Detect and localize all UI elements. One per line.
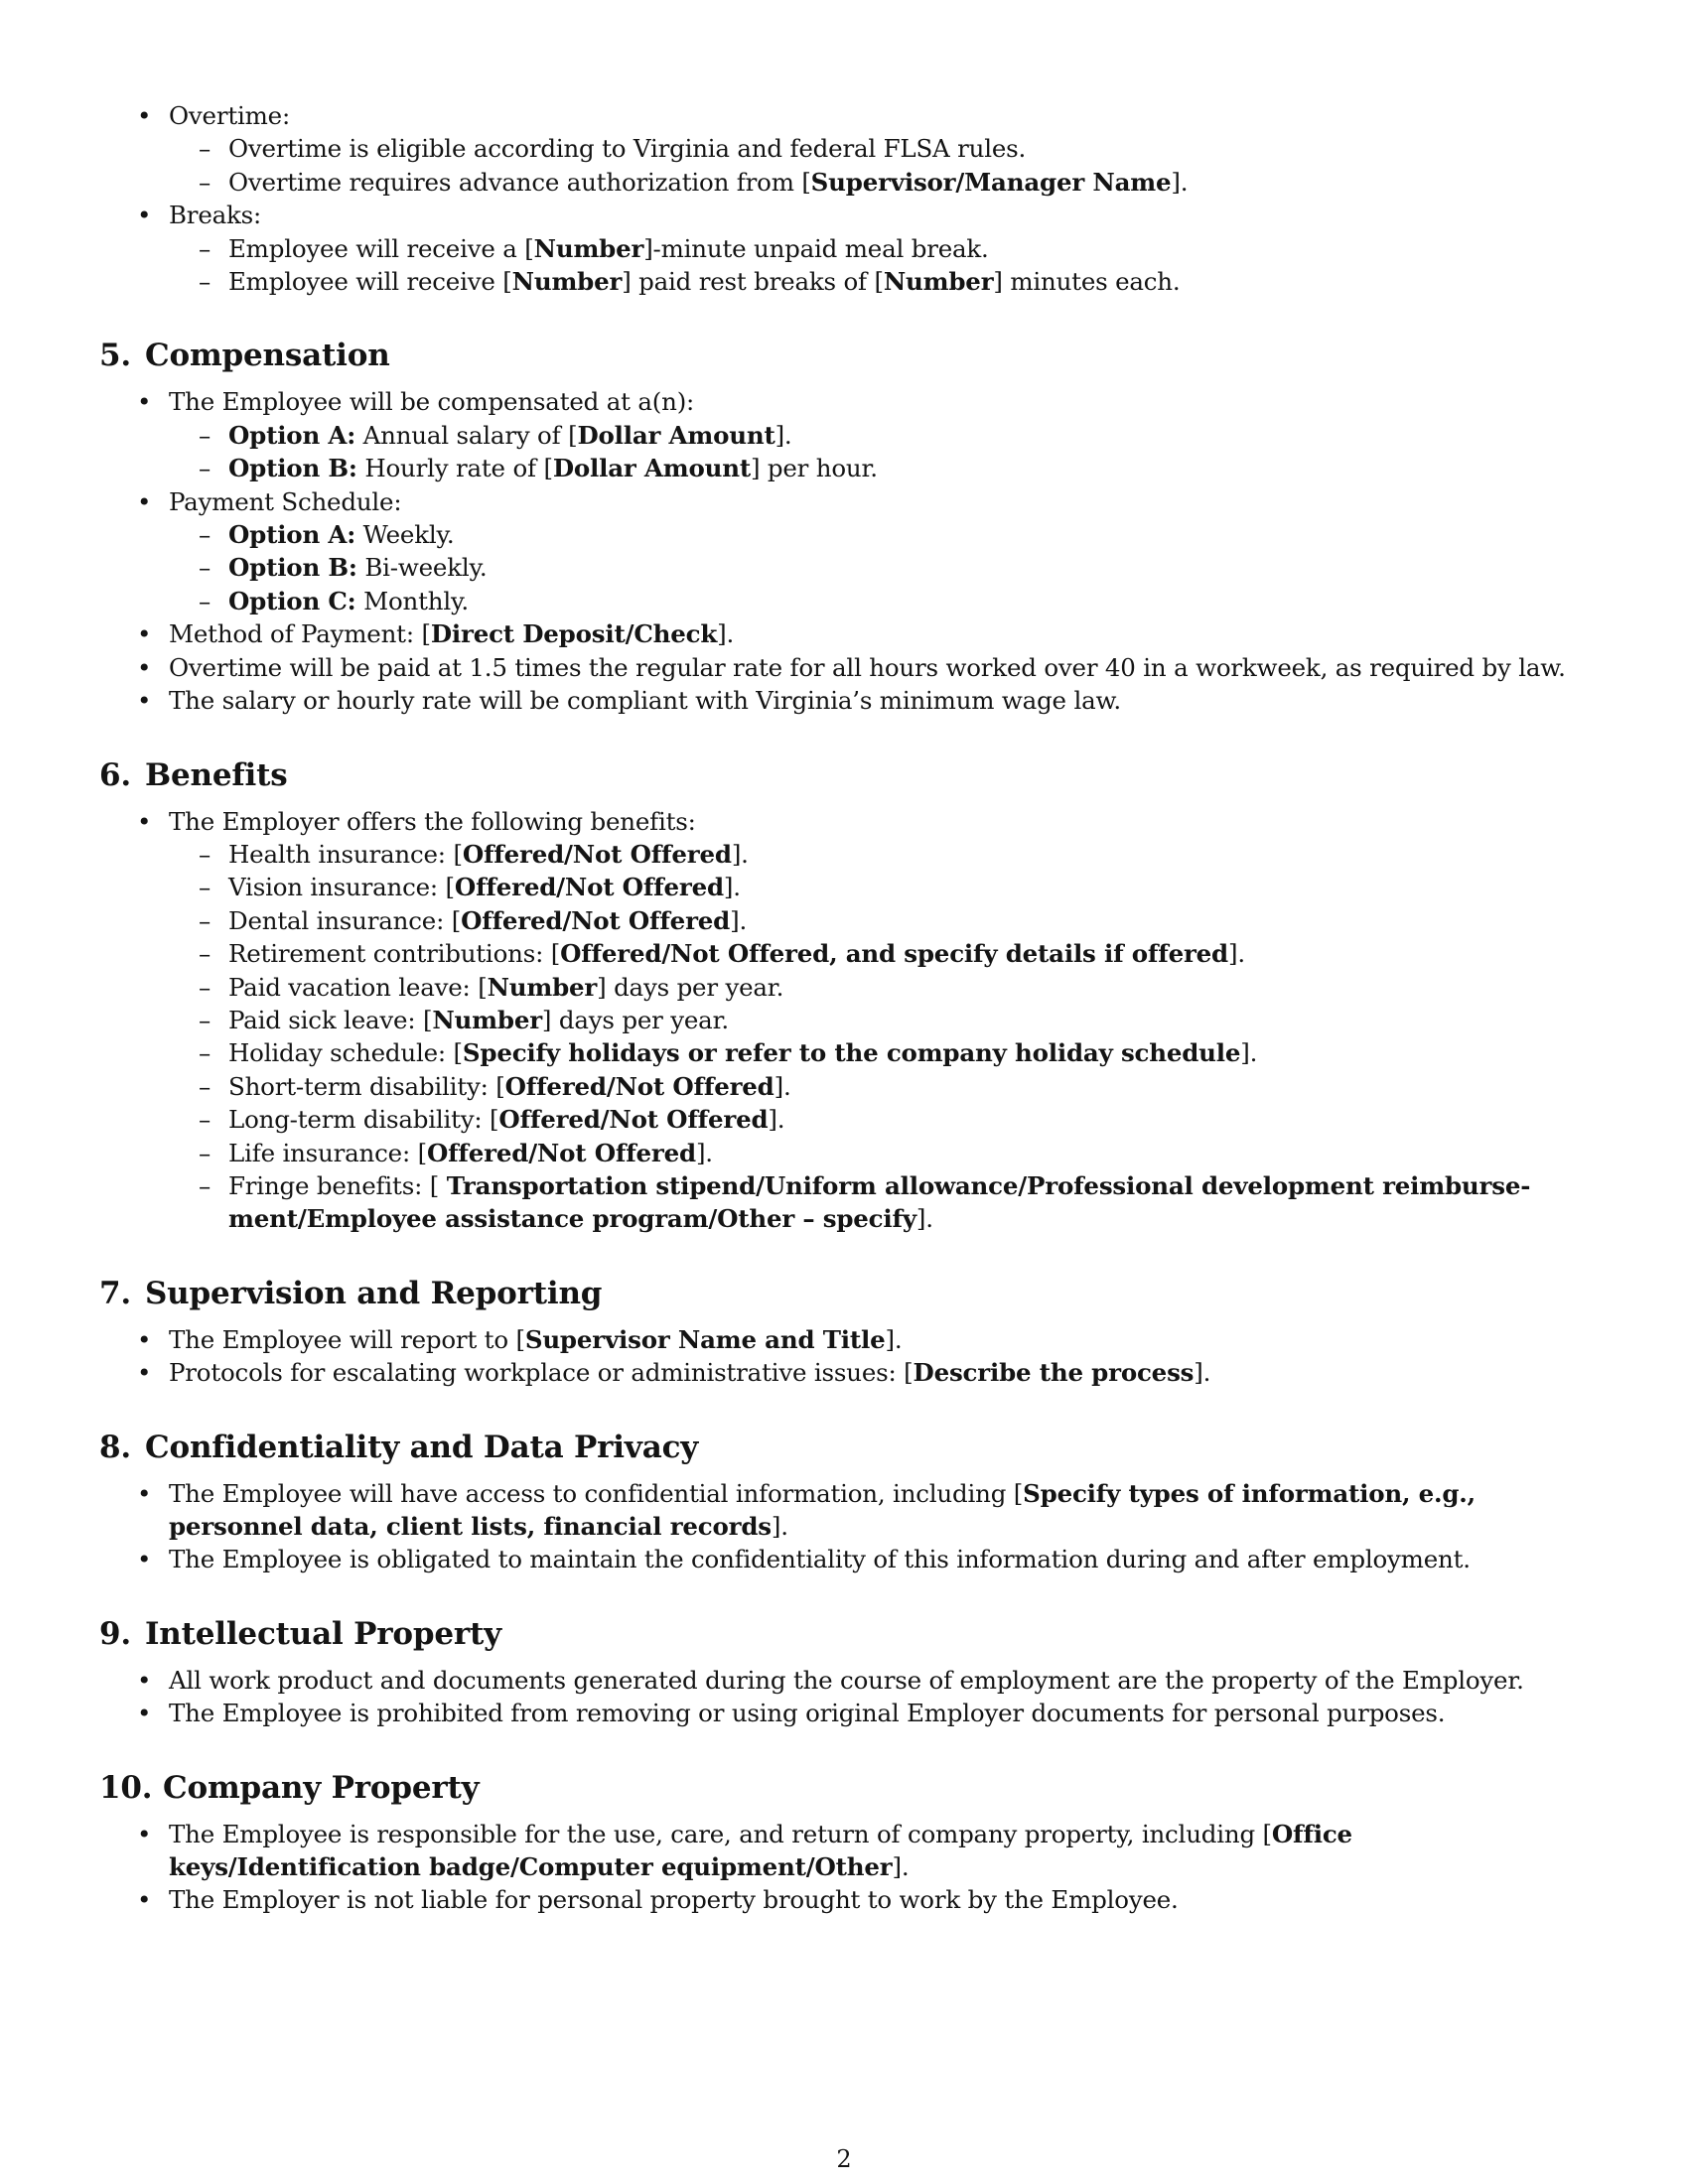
overtime-eligibility: [99, 132, 1589, 165]
escalation-protocols: [99, 1356, 1589, 1389]
payment-method-pre: Method of Payment: [: [169, 619, 431, 649]
benefit-text: Fringe benefits: [: [228, 1170, 440, 1200]
property-care-pre: The Employee is responsible for the use, care, and return of company property, including [: [169, 1819, 1272, 1848]
benefit-item: [99, 871, 1589, 903]
overtime-auth-pre: Overtime requires advance authorization from [: [228, 167, 811, 197]
ip-document-removal: [99, 1697, 1589, 1729]
section-heading-confidentiality: [99, 1428, 1589, 1467]
section-number: 6.: [99, 756, 131, 793]
benefit-placeholder: Offered/Not Offered: [462, 839, 732, 869]
benefit-placeholder: Number: [432, 1005, 542, 1034]
escalation-placeholder: Describe the process: [913, 1358, 1195, 1388]
benefit-text: Life insurance: [: [228, 1138, 427, 1167]
compensation-intro-text: The Employee will be compensated at a(n):: [169, 387, 695, 417]
benefit-item: [99, 904, 1589, 937]
option-label: Option B:: [228, 553, 357, 583]
overtime-auth-post: ].: [1171, 167, 1189, 197]
rest-breaks-count: Number: [511, 267, 623, 297]
benefit-item: [99, 1036, 1589, 1069]
ip-work-product-text: All work product and documents generated during the course of employment are the property of the Employer.: [169, 1665, 1524, 1695]
overtime-pay-text: Overtime will be paid at 1.5 times the regular rate for all hours worked over 40 in a workweek, as required by law.: [169, 652, 1566, 682]
benefit-close: ].: [695, 1138, 713, 1167]
reporting-post: ].: [885, 1324, 903, 1354]
schedule-option-b: [99, 551, 1589, 584]
breaks-label: Breaks:: [169, 201, 262, 230]
rest-breaks: [99, 265, 1589, 298]
benefit-placeholder: Offered/Not Offered: [461, 905, 731, 935]
option-label: Option B:: [228, 454, 357, 483]
minimum-wage: [99, 684, 1589, 717]
fringe-benefits-line-1: [228, 1169, 1589, 1202]
payment-schedule: [99, 485, 1589, 518]
payment-method-placeholder: Direct Deposit/Check: [430, 619, 718, 649]
overtime-authorization: [99, 166, 1589, 199]
benefit-item: [99, 1137, 1589, 1169]
compensation-intro: [99, 385, 1589, 418]
meal-break-pre: Employee will receive a [: [228, 233, 534, 263]
benefit-placeholder: Offered/Not Offered: [426, 1138, 696, 1167]
benefit-text: Vision insurance: [: [228, 873, 455, 902]
ip-document-removal-text: The Employee is prohibited from removing or using original Employer documents for personal purposes.: [169, 1699, 1446, 1728]
benefit-text: Short-term disability: [: [228, 1071, 505, 1101]
benefits-intro-text: The Employer offers the following benefits:: [169, 806, 696, 836]
option-label: Option A:: [228, 520, 356, 550]
option-text: Bi-weekly.: [356, 553, 488, 583]
section-heading-company-property: [99, 1768, 1589, 1808]
property-care-post: ].: [892, 1852, 910, 1882]
option-text: Hourly rate of [: [356, 454, 553, 483]
benefit-close: ].: [915, 1204, 933, 1234]
payment-schedule-label: Payment Schedule:: [169, 486, 402, 516]
benefit-item: [99, 838, 1589, 871]
overtime-auth-placeholder: Supervisor/Manager Name: [810, 167, 1172, 197]
rest-breaks-pre: Employee will receive [: [228, 267, 512, 297]
property-care-placeholder: Office keys/Identification badge/Computer equipment/Other: [169, 1819, 1352, 1882]
section-number: 10.: [99, 1769, 153, 1806]
benefit-item: [99, 937, 1589, 970]
salary-option-a: [99, 419, 1589, 452]
fringe-benefits: [99, 1169, 1589, 1236]
confidentiality-obligation-text: The Employee is obligated to maintain the confidentiality of this information during and after employment.: [169, 1545, 1471, 1574]
option-placeholder: Dollar Amount: [552, 454, 751, 483]
section-heading-benefits: [99, 755, 1589, 795]
benefit-text: Paid vacation leave: [: [228, 972, 488, 1002]
overtime-pay: [99, 651, 1589, 684]
meal-break-post: ]-minute unpaid meal break.: [643, 233, 989, 263]
confidential-access: [99, 1477, 1589, 1544]
confidentiality-obligation: [99, 1543, 1589, 1575]
option-placeholder: Dollar Amount: [577, 420, 775, 450]
benefit-placeholder: Number: [487, 972, 598, 1002]
benefit-placeholder: Offered/Not Offered: [454, 873, 724, 902]
section-heading-intellectual-property: [99, 1614, 1589, 1654]
benefit-item: [99, 1004, 1589, 1036]
payment-method-post: ].: [717, 619, 735, 649]
benefit-placeholder: Offered/Not Offered: [498, 1105, 769, 1135]
benefit-item: [99, 971, 1589, 1004]
option-label: Option C:: [228, 586, 356, 615]
benefit-close: ] days per year.: [597, 972, 784, 1002]
benefit-item: [99, 1103, 1589, 1136]
benefit-close: ].: [768, 1105, 785, 1135]
salary-option-b: [99, 452, 1589, 484]
benefit-close: ].: [730, 905, 748, 935]
meal-break: [99, 232, 1589, 265]
benefit-close: ].: [1240, 1038, 1258, 1068]
benefit-placeholder: Specify holidays or refer to the company holiday schedule: [462, 1038, 1241, 1068]
reporting-placeholder: Supervisor Name and Title: [524, 1324, 886, 1354]
benefit-placeholder: Offered/Not Offered: [504, 1071, 774, 1101]
benefit-text: Dental insurance: [: [228, 905, 462, 935]
section-title: Confidentiality and Data Privacy: [145, 1429, 699, 1465]
benefit-item: [99, 1070, 1589, 1103]
benefit-text: Retirement contributions: [: [228, 939, 561, 969]
fringe-benefits-line-2: [228, 1202, 1589, 1235]
section-title: Company Property: [163, 1769, 480, 1806]
section-number: 8.: [99, 1429, 131, 1465]
option-text: Weekly.: [355, 520, 455, 550]
confidential-access-placeholder: Specify types of information, e.g., personnel data, client lists, financial records: [169, 1478, 1476, 1541]
benefit-placeholder-continued: ment/Employee assistance program/Other – specify: [228, 1204, 916, 1234]
escalation-post: ].: [1194, 1358, 1211, 1388]
page-content: [99, 99, 1589, 1917]
property-liability-text: The Employer is not liable for personal property brought to work by the Employee.: [169, 1885, 1179, 1915]
benefit-text: Long-term disability: [: [228, 1105, 499, 1135]
section-title: Benefits: [145, 756, 288, 793]
schedule-option-a: [99, 518, 1589, 551]
reporting-line: [99, 1323, 1589, 1356]
benefit-text: Paid sick leave: [: [228, 1005, 433, 1034]
rest-breaks-minutes: Number: [883, 267, 994, 297]
property-care: [99, 1818, 1589, 1884]
section-heading-compensation: [99, 336, 1589, 375]
escalation-pre: Protocols for escalating workplace or administrative issues: [: [169, 1358, 914, 1388]
option-text: Monthly.: [355, 586, 469, 615]
ip-work-product: [99, 1664, 1589, 1697]
rest-breaks-post: ] minutes each.: [993, 267, 1181, 297]
overtime-eligibility-text: Overtime is eligible according to Virginia and federal FLSA rules.: [228, 134, 1027, 164]
breaks-item: [99, 199, 1589, 231]
benefit-text: Holiday schedule: [: [228, 1038, 463, 1068]
benefits-intro: [99, 805, 1589, 838]
overtime-label: Overtime:: [169, 101, 291, 130]
page-number: 2: [836, 2145, 852, 2173]
benefit-placeholder: Transportation stipend/Uniform allowance/Professional development reimburse-: [446, 1170, 1531, 1200]
benefit-text: Health insurance: [: [228, 839, 463, 869]
benefit-close: ].: [723, 873, 741, 902]
property-liability: [99, 1883, 1589, 1916]
section-title: Compensation: [145, 338, 390, 374]
schedule-option-c: [99, 585, 1589, 617]
option-close: ].: [774, 420, 792, 450]
section-number: 7.: [99, 1275, 131, 1311]
overtime-item: [99, 99, 1589, 132]
confidential-access-post: ].: [771, 1512, 788, 1541]
option-label: Option A:: [228, 420, 356, 450]
benefit-close: ].: [1227, 939, 1245, 969]
section-number: 5.: [99, 338, 131, 374]
benefit-close: ].: [774, 1071, 791, 1101]
rest-breaks-mid: ] paid rest breaks of [: [622, 267, 884, 297]
benefit-close: ].: [731, 839, 749, 869]
confidential-access-pre: The Employee will have access to confidential information, including [: [169, 1478, 1024, 1508]
section-title: Supervision and Reporting: [145, 1275, 603, 1311]
option-text: Annual salary of [: [355, 420, 578, 450]
section-heading-supervision: [99, 1274, 1589, 1313]
meal-break-placeholder: Number: [533, 233, 644, 263]
benefit-placeholder: Offered/Not Offered, and specify details if offered: [560, 939, 1228, 969]
section-number: 9.: [99, 1615, 131, 1652]
payment-method: [99, 617, 1589, 650]
section-title: Intellectual Property: [145, 1615, 501, 1652]
benefit-close: ] days per year.: [541, 1005, 729, 1034]
reporting-pre: The Employee will report to [: [169, 1324, 525, 1354]
minimum-wage-text: The salary or hourly rate will be compliant with Virginia’s minimum wage law.: [169, 686, 1121, 716]
option-close: ] per hour.: [750, 454, 878, 483]
